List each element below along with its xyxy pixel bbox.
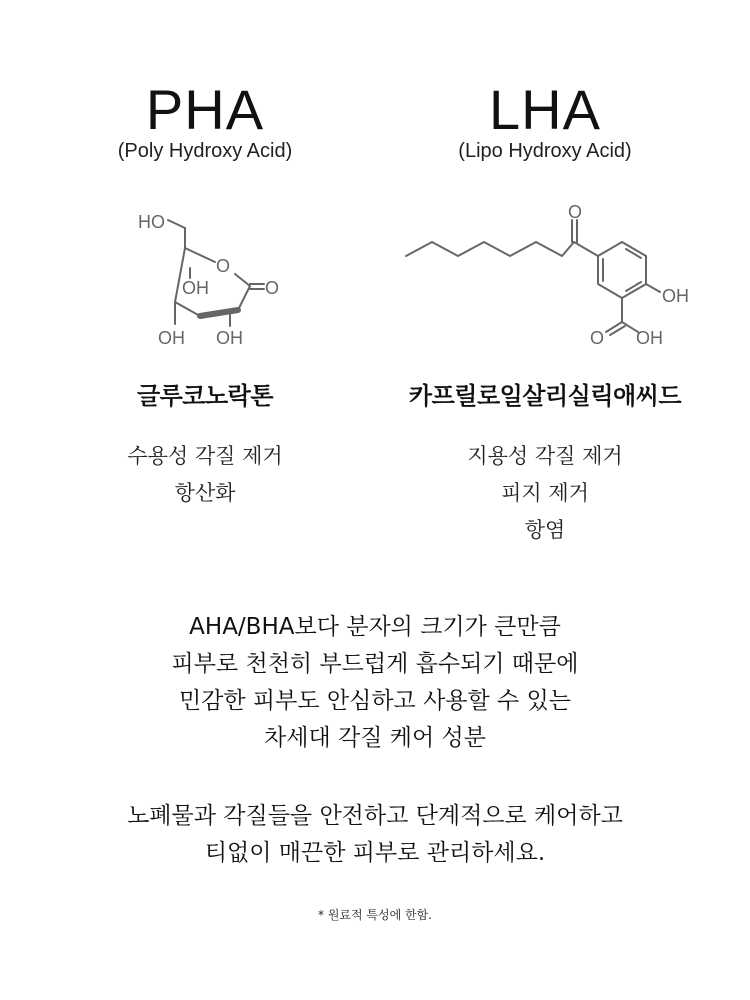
description-paragraph-1 [0, 609, 750, 757]
pha-ho-top-label: HO [138, 212, 165, 232]
lha-ingredient-name: 카프릴로일살리실릭애씨드 [408, 382, 682, 410]
lha-structure-diagram [360, 198, 730, 358]
lha-ring-oh-label: OH [662, 286, 689, 306]
pha-oh-bottom-right-label: OH [216, 328, 243, 348]
pha-full-name: (Poly Hydroxy Acid) [117, 140, 293, 162]
lha-properties [360, 438, 730, 549]
pha-properties [20, 438, 390, 512]
description-line: 티없이 매끈한 피부로 관리하세요. [204, 840, 546, 866]
footnote: * 원료적 특성에 한함. [318, 908, 432, 922]
lha-full-name: (Lipo Hydroxy Acid) [458, 140, 632, 162]
lha-acid-oh-label: OH [636, 328, 663, 348]
description-line: 노폐물과 각질들을 안전하고 단계적으로 케어하고 [127, 803, 623, 829]
description-line: 차세대 각질 케어 성분 [264, 725, 486, 751]
lha-acid-oxygen-label: O [590, 328, 605, 348]
description-paragraph-2 [0, 798, 750, 872]
pha-oh-bottom-left-label: OH [158, 328, 185, 348]
pha-ring-oxygen-label: O [216, 256, 231, 276]
description-line: AHA/BHA보다 분자의 크기가 큰만큼 [189, 614, 561, 640]
pha-carbonyl-oxygen-label: O [265, 278, 280, 298]
pha-property: 항산화 [174, 481, 236, 505]
pha-structure-diagram [20, 198, 390, 358]
pha-acronym: PHA [145, 78, 265, 141]
lha-ketone-oxygen-label: O [568, 202, 583, 222]
pha-ingredient-name: 글루코노락톤 [136, 382, 274, 410]
lha-acronym: LHA [489, 78, 601, 141]
description-line: 민감한 피부도 안심하고 사용할 수 있는 [178, 688, 572, 714]
lha-property: 피지 제거 [501, 481, 589, 505]
lha-property: 항염 [524, 518, 566, 542]
pha-oh-inner-label: OH [182, 278, 209, 298]
description-line: 피부로 천천히 부드럽게 흡수되기 때문에 [171, 651, 579, 677]
pha-property: 수용성 각질 제거 [127, 444, 283, 468]
lha-property: 지용성 각질 제거 [467, 444, 623, 468]
